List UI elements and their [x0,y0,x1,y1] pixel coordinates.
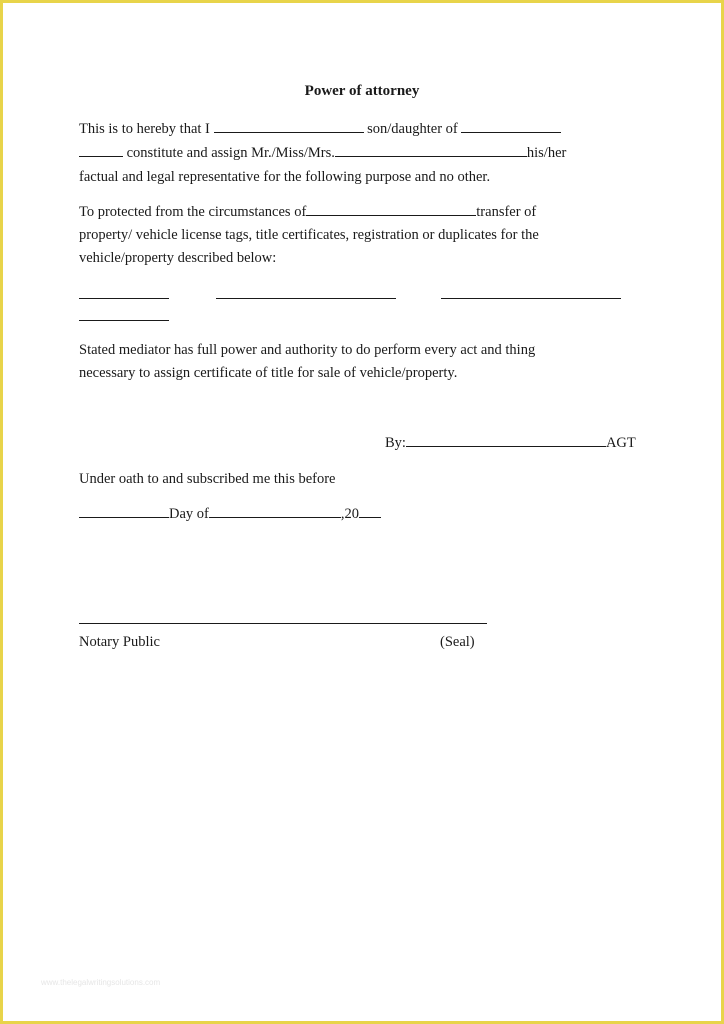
para1-text-d: his/her [526,145,567,161]
representative-blank[interactable] [335,144,527,157]
property-blank-2[interactable] [216,298,396,299]
circumstances-blank[interactable] [306,203,476,216]
para1-text-a: This is to hereby that I [79,121,210,137]
signature-blank[interactable] [406,434,606,447]
notary-signature-line[interactable] [79,623,487,624]
para1-line3: factual and legal representative for the following purpose and no other. [79,169,491,185]
para1-line2 [79,144,566,162]
para2-line1 [79,203,536,221]
name-blank[interactable] [214,120,364,133]
para1-text-c: constitute and assign Mr./Miss/Mrs. [126,145,335,161]
property-blank-3[interactable] [441,298,621,299]
agt-label: AGT [605,435,636,451]
day-blank[interactable] [79,505,169,518]
para1-line1 [79,120,561,138]
property-blank-1[interactable] [79,298,169,299]
notary-label: Notary Public [79,634,160,650]
day-line [79,505,381,523]
by-label: By: [385,435,406,451]
address-blank[interactable] [79,144,123,157]
para1-text-b: son/daughter of [367,121,458,137]
para3-line2: necessary to assign certificate of title for sale of vehicle/property. [79,365,458,381]
watermark-text: www.thelegalwritingsolutions.com [41,978,161,987]
para2-line3: vehicle/property described below: [79,250,277,266]
signature-line [385,434,636,452]
oath-text: Under oath to and subscribed me this before [79,471,336,487]
para2-text-a: To protected from the circumstances of [79,204,307,220]
para3-line1: Stated mediator has full power and authority to do perform every act and thing [79,342,536,358]
year-blank[interactable] [359,505,381,518]
para2-line2: property/ vehicle license tags, title certificates, registration or duplicates for the [79,227,539,243]
day-of-label: Day of [169,506,209,522]
month-blank[interactable] [209,505,341,518]
parent-name-blank[interactable] [461,120,561,133]
year-prefix: ,20 [340,506,359,522]
para2-text-b: transfer of [476,204,537,220]
property-blank-4[interactable] [79,320,169,321]
document-title: Power of attorney [304,83,420,99]
seal-label: (Seal) [440,634,475,650]
